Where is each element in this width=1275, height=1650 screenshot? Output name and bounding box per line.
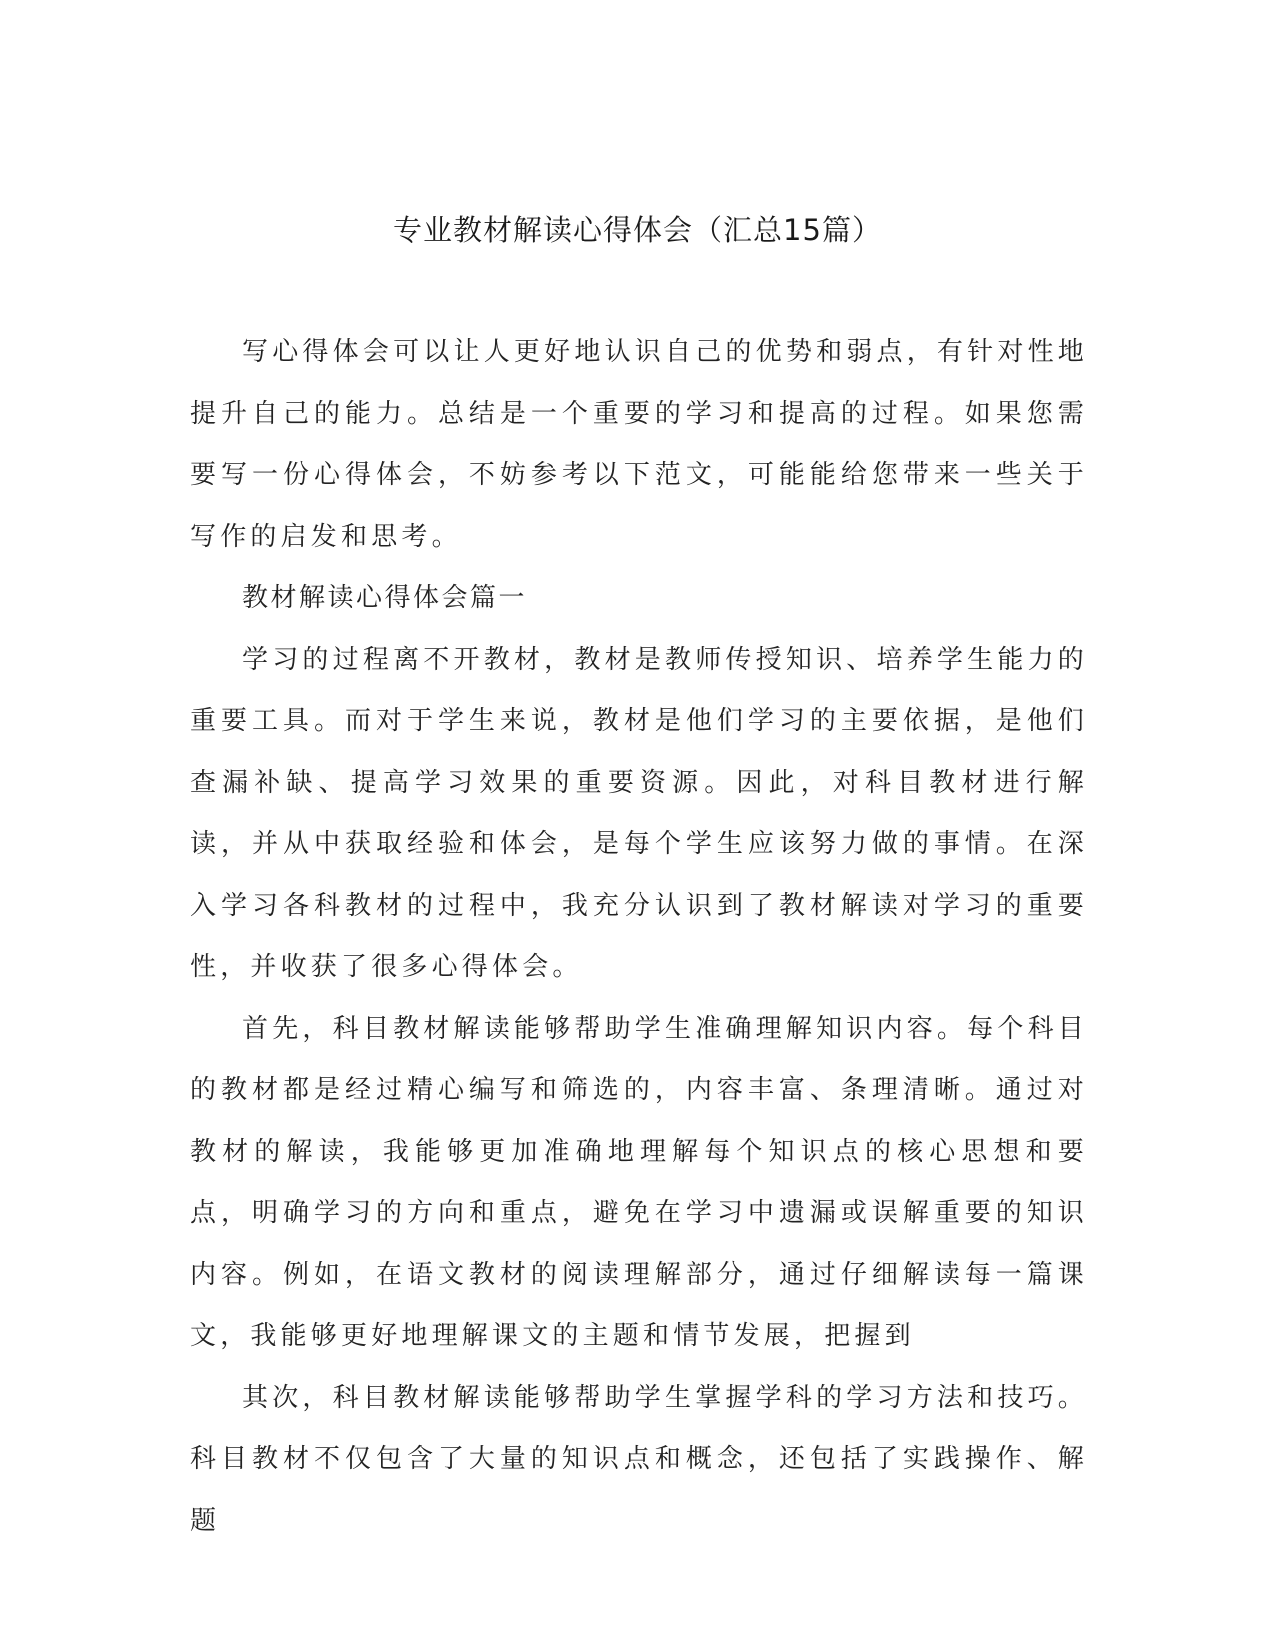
- document-title: 专业教材解读心得体会（汇总15篇）: [393, 213, 882, 247]
- document-body: [190, 322, 1088, 1552]
- body-paragraph: 学习的过程离不开教材，教材是教师传授知识、培养学生能力的重要工具。而对于学生来说，教材是他们学习的主要依据，是他们查漏补缺、提高学习效果的重要资源。因此，对科目教材进行解读，并从中获取经验和体会，是每个学生应该努力做的事情。在深入学习各科教材的过程中，我充分认识到了教材解读对学习的重要性，并收获了很多心得体会。: [190, 644, 1088, 982]
- intro-paragraph: 写心得体会可以让人更好地认识自己的优势和弱点，有针对性地提升自己的能力。总结是一个重要的学习和提高的过程。如果您需要写一份心得体会，不妨参考以下范文，可能能给您带来一些关于写作的启发和思考。: [190, 337, 1088, 552]
- body-paragraph: 其次，科目教材解读能够帮助学生掌握学科的学习方法和技巧。科目教材不仅包含了大量的知识点和概念，还包括了实践操作、解题: [190, 1382, 1088, 1536]
- body-paragraph: 首先，科目教材解读能够帮助学生准确理解知识内容。每个科目的教材都是经过精心编写和筛选的，内容丰富、条理清晰。通过对教材的解读，我能够更加准确地理解每个知识点的核心思想和要点，明确学习的方向和重点，避免在学习中遗漏或误解重要的知识内容。例如，在语文教材的阅读理解部分，通过仔细解读每一篇课文，我能够更好地理解课文的主题和情节发展，把握到: [190, 1013, 1088, 1351]
- section-heading: 教材解读心得体会篇一: [242, 583, 528, 613]
